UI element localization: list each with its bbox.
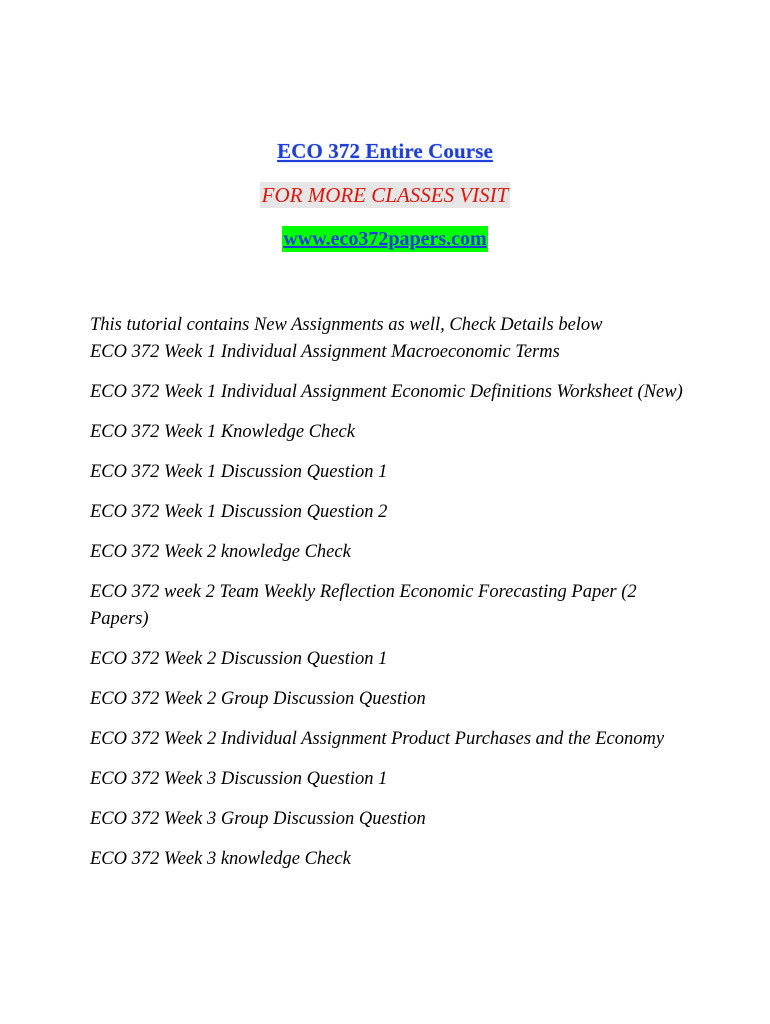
list-item: ECO 372 Week 3 Discussion Question 1 — [90, 769, 388, 789]
list-item: ECO 372 Week 2 Discussion Question 1 — [90, 649, 388, 669]
website-link[interactable]: www.eco372papers.com — [283, 228, 487, 250]
list-item: ECO 372 Week 2 Group Discussion Question — [90, 689, 426, 709]
list-item: ECO 372 Week 1 Individual Assignment Macroeconomic Terms — [90, 342, 560, 362]
title-line — [0, 138, 770, 182]
list-item: ECO 372 Week 1 Discussion Question 2 — [90, 502, 388, 522]
course-title-link[interactable]: ECO 372 Entire Course — [277, 139, 493, 163]
visit-banner: FOR MORE CLASSES VISIT — [261, 183, 509, 207]
list-item: ECO 372 Week 3 Group Discussion Question — [90, 809, 426, 829]
list-item: ECO 372 week 2 Team Weekly Reflection Economic Forecasting Paper (2 Papers) — [90, 582, 637, 629]
document-header — [0, 138, 770, 270]
list-item: ECO 372 Week 1 Discussion Question 1 — [90, 462, 388, 482]
list-item: ECO 372 Week 3 knowledge Check — [90, 849, 351, 869]
intro-text: This tutorial contains New Assignments as well, Check Details below — [90, 315, 603, 335]
list-item: ECO 372 Week 1 Individual Assignment Economic Definitions Worksheet (New) — [90, 382, 683, 402]
list-item: ECO 372 Week 2 Individual Assignment Product Purchases and the Economy — [90, 729, 665, 749]
visit-line — [0, 182, 770, 226]
document-body — [90, 312, 690, 873]
list-item: ECO 372 Week 2 knowledge Check — [90, 542, 351, 562]
list-item: ECO 372 Week 1 Knowledge Check — [90, 422, 355, 442]
url-line — [0, 226, 770, 270]
